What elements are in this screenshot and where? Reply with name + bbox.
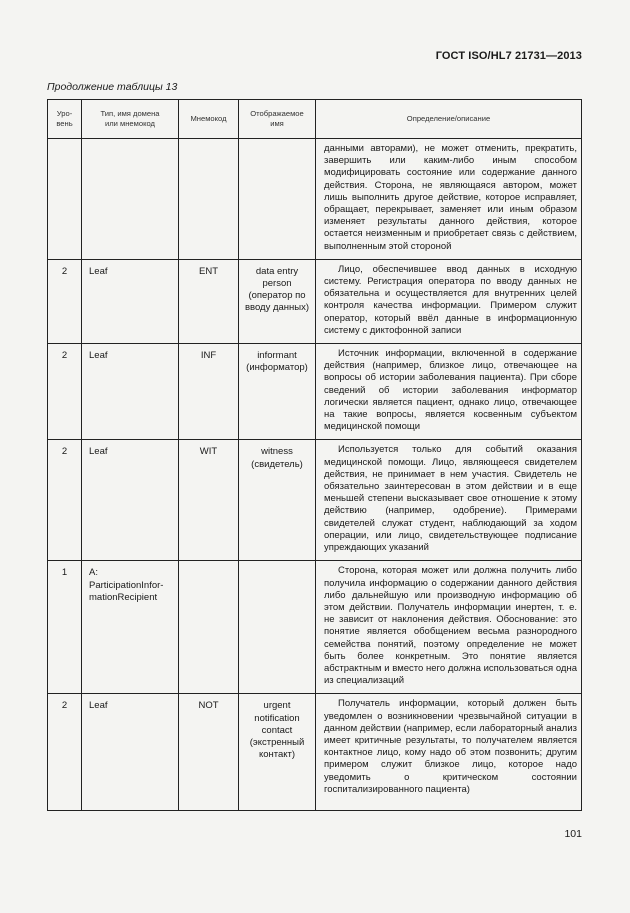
table-header-row — [48, 100, 582, 139]
cell-level: 2 — [48, 259, 82, 343]
cell-type — [82, 139, 179, 260]
cell-display: data entry person (оператор по вводу данных) — [239, 259, 316, 343]
cell-definition: Сторона, которая может или должна получить либо получила информацию о содержании данного действия либо дальнейшую или производную информацию об этом действии. Получатель информации инертен, т. е. не зависит от наклонения действия. Обоснование: это понятие является обобщением весьма разнородного семейства понятий, поэтому определение не может быть более конкретным. Это понятие является абстрактным и вместо него должна использоваться одна из специализаций — [316, 561, 582, 694]
cell-definition: Источник информации, включенной в содержание действия (например, близкое лицо, отвечающее на вопросы об истории заболевания пациента). При сборе сведений об истории заболевания информатор логически является пациент, однако лицо, отвечающее на такие вопросы, является косвенным субъектом медицинской помощи — [316, 344, 582, 440]
cell-type: Leaf — [82, 344, 179, 440]
cell-level: 2 — [48, 440, 82, 561]
table-row — [48, 139, 582, 260]
participation-table — [47, 99, 582, 811]
cell-definition: данными авторами), не может отменить, прекратить, завершить или каким-либо иным способом модифицировать состояние или содержание данного действия. Сторона, не являющаяся автором, может лишь выполнить другое действие, которое исправляет, обращает, перекрывает, заменяет или иным образом изменяет результаты данного действия, которое остается неизменным и приобретает связь с действием, выполненным этой стороной — [316, 139, 582, 260]
cell-level — [48, 139, 82, 260]
cell-display — [239, 139, 316, 260]
cell-type: Leaf — [82, 440, 179, 561]
cell-mnemonic: NOT — [179, 694, 239, 811]
table-row — [48, 344, 582, 440]
cell-definition: Получатель информации, который должен быть уведомлен о возникновении чрезвычайной ситуации в данном действии (например, если лабораторный анализ имеет критичные результаты, то получателем является контактное лицо, кому надо об этом позвонить; другим примером служит близкое лицо, которое надо уведомить о критическом состоянии госпитализированного пациента) — [316, 694, 582, 811]
cell-mnemonic — [179, 561, 239, 694]
column-header-type: Тип, имя домена или мнемокод — [82, 100, 179, 139]
cell-display: witness (свидетель) — [239, 440, 316, 561]
cell-type: Leaf — [82, 259, 179, 343]
standard-header: ГОСТ ISO/HL7 21731—2013 — [435, 50, 582, 62]
table-row — [48, 259, 582, 343]
column-header-level: Уро- вень — [48, 100, 82, 139]
cell-type: A: ParticipationInfor- mationRecipient — [82, 561, 179, 694]
cell-mnemonic: INF — [179, 344, 239, 440]
cell-definition: Используется только для событий оказания медицинской помощи. Лицо, являющееся свидетелем действия, не принимает в нем участия. Свидетель не обязательно заинтересован в этом действии и в еще меньшей степени высказывает свое отношение к этому действию (например, одобрение). Примерами свидетелей служат студент, наблюдающий за ходом операции, или лицо, свидетельствующее подписание упреждающих указаний — [316, 440, 582, 561]
cell-display: urgent notification contact (экстренный контакт) — [239, 694, 316, 811]
cell-mnemonic: WIT — [179, 440, 239, 561]
cell-mnemonic — [179, 139, 239, 260]
table-caption: Продолжение таблицы 13 — [47, 81, 178, 93]
cell-level: 1 — [48, 561, 82, 694]
cell-type: Leaf — [82, 694, 179, 811]
cell-level: 2 — [48, 344, 82, 440]
column-header-definition: Определение/описание — [316, 100, 582, 139]
cell-mnemonic: ENT — [179, 259, 239, 343]
page-number: 101 — [564, 828, 582, 840]
cell-level: 2 — [48, 694, 82, 811]
cell-display — [239, 561, 316, 694]
cell-display: informant (информатор) — [239, 344, 316, 440]
column-header-mnemonic: Мнемокод — [179, 100, 239, 139]
table-row — [48, 561, 582, 694]
cell-definition: Лицо, обеспечившее ввод данных в исходную систему. Регистрация оператора по вводу данных не обязательна и осуществляется для внутренних целей контроля качества информации. Примером служит оператор, который ввёл данные в информационную систему с диктофонной записи — [316, 259, 582, 343]
table-row — [48, 694, 582, 811]
table-row — [48, 440, 582, 561]
column-header-display: Отображаемое имя — [239, 100, 316, 139]
